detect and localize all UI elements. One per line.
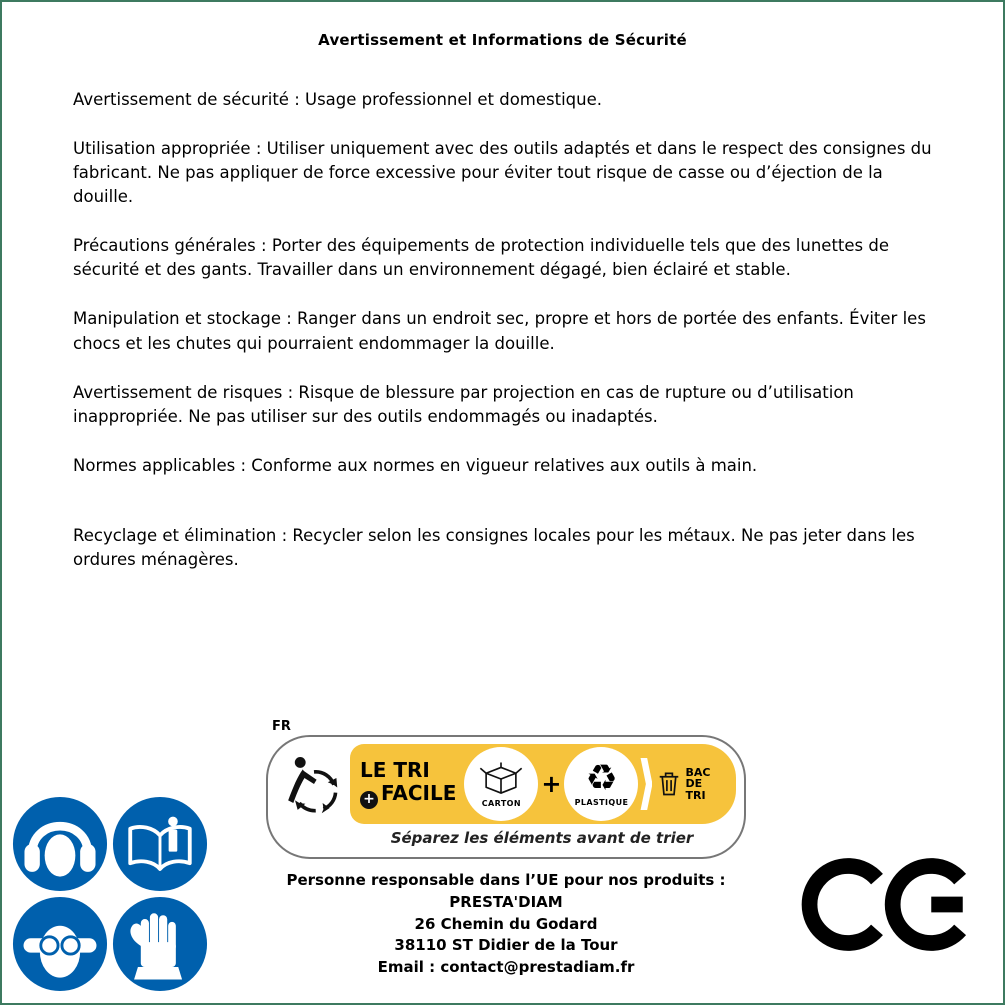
le-tri-text: LE TRI	[360, 758, 430, 783]
ear-protection-icon	[12, 796, 108, 892]
paragraph-safety-warning: Avertissement de sécurité : Usage professionnel et domestique.	[73, 90, 603, 109]
page-title: Avertissement et Informations de Sécurité	[318, 31, 687, 49]
paragraph-general-precautions: Précautions générales : Porter des équipements de protection individuelle tels que des lunettes de sécurité et des gants. Travailler dans un environnement dégagé, bien éclairé et stable.	[73, 236, 890, 280]
eye-protection-icon	[12, 896, 108, 992]
triman-icon	[283, 753, 345, 815]
paragraph-recycling-disposal: Recyclage et élimination : Recycler selon les consignes locales pour les métaux. Ne pas jeter dans les ordures ménagères.	[73, 525, 915, 569]
sorting-instruction: Séparez les éléments avant de trier	[390, 829, 694, 847]
responsible-intro: Personne responsable dans l’UE pour nos produits :	[286, 871, 726, 889]
chevron-separator-icon	[640, 758, 652, 811]
materials-plus-sign: +	[541, 770, 562, 798]
ce-marking-icon	[800, 852, 975, 957]
plus-disc-icon: +	[360, 791, 378, 809]
address-line-2: 38110 ST Didier de la Tour	[394, 936, 618, 955]
tri-capsule	[266, 735, 746, 859]
carton-label: CARTON	[481, 799, 521, 808]
facile-text: FACILE	[381, 780, 457, 805]
paragraph-appropriate-use: Utilisation appropriée : Utiliser uniquement avec des outils adaptés et dans le respect des consignes du fabricant. Ne pas appliquer de force excessive pour éviter tout risque de casse ou d’éjection de la douille.	[73, 139, 932, 207]
sorting-bin-icon	[658, 770, 680, 797]
paragraph-applicable-standards: Normes applicables : Conforme aux normes en vigueur relatives aux outils à main.	[73, 455, 758, 475]
carton-material-circle	[464, 747, 538, 821]
triman-zone	[278, 744, 350, 824]
responsible-address-block	[266, 870, 746, 979]
contact-email: Email : contact@prestadiam.fr	[377, 958, 635, 976]
address-line-1: 26 Chemin du Godard	[414, 914, 598, 933]
le-tri-facile-label	[360, 759, 456, 808]
recycling-triangle-icon: ♻	[585, 758, 618, 799]
company-name: PRESTA'DIAM	[449, 892, 563, 911]
bac-de-tri-tag	[654, 767, 718, 802]
safety-text-body	[73, 88, 939, 597]
facile-line	[360, 782, 456, 809]
mandatory-pictograms	[12, 796, 210, 994]
plastique-label: PLASTIQUE	[574, 798, 629, 807]
paragraph-handling-storage: Manipulation et stockage : Ranger dans un endroit sec, propre et hors de portée des enfants. Éviter les chocs et les chutes qui pourraient endommager la douille.	[73, 309, 926, 353]
plastique-material-circle	[564, 747, 638, 821]
paragraph-risk-warning: Avertissement de risques : Risque de blessure par projection en cas de rupture ou d’utilisation inappropriée. Ne pas utiliser sur des outils endommagés ou inadaptés.	[73, 382, 854, 426]
bac-de-tri-label: BAC DE TRI	[685, 765, 711, 802]
le-tri-facile-band	[350, 744, 736, 824]
read-manual-icon	[112, 796, 208, 892]
country-code-label: FR	[272, 719, 291, 734]
protective-gloves-icon	[112, 896, 208, 992]
tri-band-row	[278, 744, 736, 824]
info-tri-block	[266, 719, 746, 979]
carton-box-icon	[474, 760, 528, 798]
